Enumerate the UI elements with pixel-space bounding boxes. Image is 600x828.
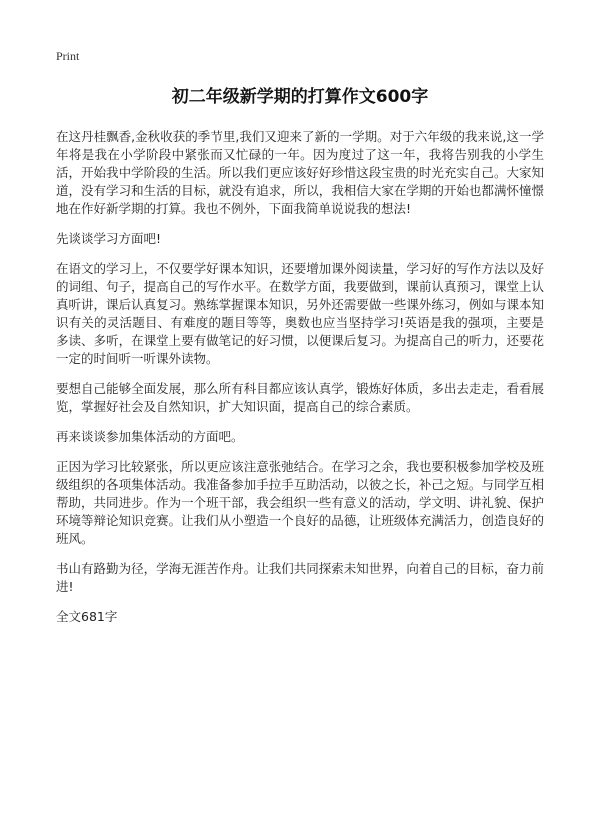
article-body — [56, 128, 544, 596]
paragraph: 书山有路勤为径，学海无涯苦作舟。让我们共同探索未知世界，向着自己的目标，奋力前进! — [56, 561, 544, 594]
word-count: 全文681字 — [56, 609, 118, 624]
paragraph: 在这丹桂飘香,金秋收获的季节里,我们又迎来了新的一学期。对于六年级的我来说,这一学年将是我在小学阶段中紧张而又忙碌的一年。因为度过了这一年，我将告别我的小学生活，开始我中学阶段的生活。所以我们更应该好好珍惜这段宝贵的时光充实自己。大家知道，没有学习和生活的目标，就没有追求，所以，我相信大家在学期的开始也都满怀憧憬地在作好新学期的打算。我也不例外，下面我简单说说我的想法! — [56, 129, 544, 216]
paragraph: 再来谈谈参加集体活动的方面吧。 — [56, 429, 244, 444]
paragraph: 在语文的学习上，不仅要学好课本知识，还要增加课外阅读量，学习好的写作方法以及好的词组、句子，提高自己的写作水平。在数学方面，我要做到，课前认真预习，课堂上认真听讲，课后认真复习。熟练掌握课本知识，另外还需要做一些课外练习，例如与课本知识有关的灵活题目、有难度的题目等等，奥数也应当坚持学习!英语是我的强项，主要是多读、多听，在课堂上要有做笔记的好习惯，以便课后复习。为提高自己的听力，还要花一定的时间听一听课外读物。 — [56, 261, 544, 366]
print-link[interactable]: Print — [56, 49, 80, 63]
paragraph: 要想自己能够全面发展，那么所有科目都应该认真学，锻炼好体质，多出去走走，看看展览，掌握好社会及自然知识，扩大知识面，提高自己的综合素质。 — [56, 381, 544, 414]
article-title: 初二年级新学期的打算作文600字 — [171, 87, 429, 107]
paragraph: 先谈谈学习方面吧! — [56, 231, 162, 246]
paragraph: 正因为学习比较紧张，所以更应该注意张弛结合。在学习之余，我也要积极参加学校及班级组织的各项集体活动。我准备参加手拉手互助活动，以彼之长，补己之短。与同学互相帮助，共同进步。作为一个班干部，我会组织一些有意义的活动，学文明、讲礼貌、保护环境等辩论知识竞赛。让我们从小塑造一个良好的品德，让班级体充满活力，创造良好的班风。 — [56, 459, 544, 546]
